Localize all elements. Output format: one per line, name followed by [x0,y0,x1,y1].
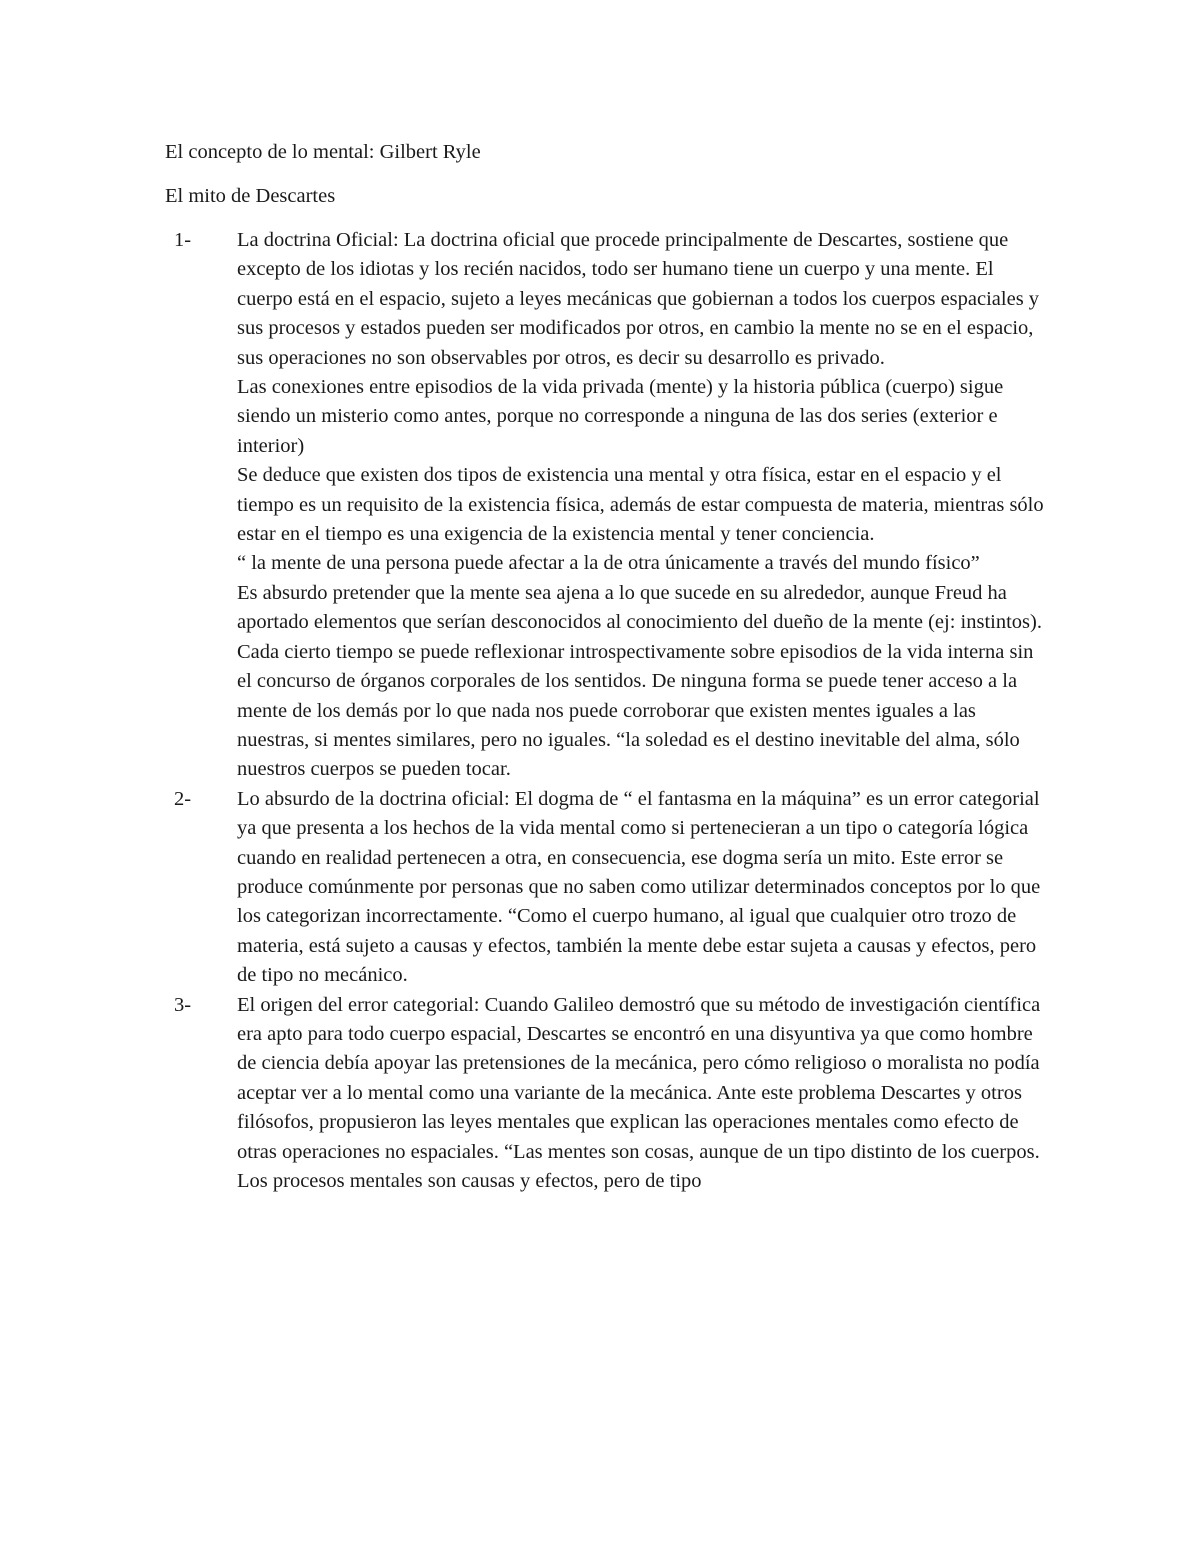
list-item [165,785,1045,991]
paragraph: Lo absurdo de la doctrina oficial: El dogma de “ el fantasma en la máquina” es un error categorial ya que presenta a los hechos de la vida mental como si pertenecieran a un tipo o categoría lógica cuando en realidad pertenecen a otra, en consecuencia, ese dogma sería un mito. Este error se produce comúnmente por personas que no saben como utilizar determinados conceptos por lo que los categorizan incorrectamente. “Como el cuerpo humano, al igual que cualquier otro trozo de materia, está sujeto a causas y efectos, también la mente debe estar sujeta a causas y efectos, pero de tipo no mecánico. [237,787,1041,987]
list-item-number: 3- [174,993,192,1016]
list-item [165,991,1045,1197]
document-page [165,138,1045,1196]
document-title: El concepto de lo mental: Gilbert Ryle [165,141,481,163]
paragraph: Las conexiones entre episodios de la vida privada (mente) y la historia pública (cuerpo) sigue siendo un misterio como antes, porque no corresponde a ninguna de las dos series (exterior e interior) [237,376,1004,457]
section-title: El mito de Descartes [165,185,336,207]
paragraph: Se deduce que existen dos tipos de existencia una mental y otra física, estar en el espacio y el tiempo es un requisito de la existencia física, además de estar compuesta de materia, mientras sólo estar en el tiempo es una exigencia de la existencia mental y tener conciencia. [237,464,1044,546]
paragraph: La doctrina Oficial: La doctrina oficial que procede principalmente de Descartes, sostiene que excepto de los idiotas y los recién nacidos, todo ser humano tiene un cuerpo y una mente. El cuerpo está en el espacio, sujeto a leyes mecánicas que gobiernan a todos los cuerpos espaciales y sus procesos y estados pueden ser modificados por otros, en cambio la mente no se en el espacio, sus operaciones no son observables por otros, es decir su desarrollo es privado. [237,229,1040,369]
list-item [165,226,1045,785]
list-item-number: 1- [174,229,192,251]
paragraph: El origen del error categorial: Cuando Galileo demostró que su método de investigación científica era apto para todo cuerpo espacial, Descartes se encontró en una disyuntiva ya que como hombre de ciencia debía apoyar las pretensiones de la mecánica, pero cómo religioso o moralista no podía aceptar ver a lo mental como una variante de la mecánica. Ante este problema Descartes y otros filósofos, propusieron las leyes mentales que explican las operaciones mentales como efecto de otras operaciones no espaciales. “Las mentes son cosas, aunque de un tipo distinto de los cuerpos. Los procesos mentales son causas y efectos, pero de tipo [237,993,1041,1192]
quote-paragraph: “ la mente de una persona puede afectar a la de otra únicamente a través del mundo físico” [237,552,980,575]
numbered-list [165,226,1045,1196]
list-item-number: 2- [174,787,192,810]
paragraph: Es absurdo pretender que la mente sea ajena a lo que sucede en su alrededor, aunque Freud ha aportado elementos que serían desconocidos al conocimiento del dueño de la mente (ej: instintos). Cada cierto tiempo se puede reflexionar introspectivamente sobre episodios de la vida interna sin el concurso de órganos corporales de los sentidos. De ninguna forma se puede tener acceso a la mente de los demás por lo que nada nos puede corroborar que existen mentes iguales a las nuestras, si mentes similares, pero no iguales. “la soledad es el destino inevitable del alma, sólo nuestros cuerpos se pueden tocar. [237,581,1042,781]
